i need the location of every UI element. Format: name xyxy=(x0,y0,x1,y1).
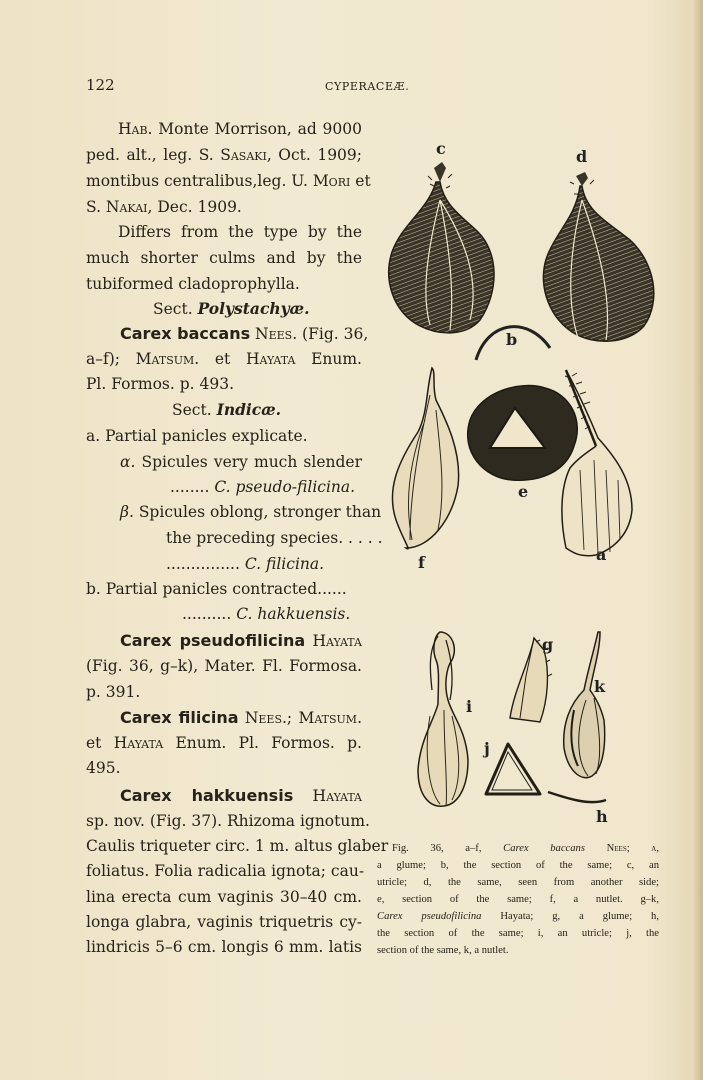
figure-caption-line: the section of the same; i, an utricle; j, the xyxy=(377,928,659,939)
key-line: b. Partial panicles contracted...... xyxy=(86,580,347,598)
label-j: j xyxy=(484,739,490,758)
utricle-section-e xyxy=(468,386,578,481)
text-line: Hab. Monte Morrison, ad 9000 xyxy=(118,120,362,138)
text-line: sp. nov. (Fig. 37). Rhizoma ignotum. xyxy=(86,812,370,830)
text-line: S. Nakai, Dec. 1909. xyxy=(86,198,242,216)
text-line: montibus centralibus,leg. U. Mori et xyxy=(86,172,371,190)
key-line: .......... C. hakkuensis. xyxy=(182,605,351,623)
label-g: g xyxy=(542,635,554,654)
species-heading: Carex hakkuensis Hayata xyxy=(120,786,362,805)
label-d: d xyxy=(576,147,588,166)
utricle-i xyxy=(418,632,468,806)
figure-caption-line: a glume; b, the section of the same; c, an xyxy=(377,860,659,871)
key-line: ........ C. pseudo-filicina. xyxy=(170,478,356,496)
key-line: ............... C. filicina. xyxy=(166,555,325,573)
text-line: lindricis 5–6 cm. longis 6 mm. latis xyxy=(86,938,362,956)
species-heading: Carex filicina Nees.; Matsum. xyxy=(120,708,362,727)
species-heading: Carex baccans Nees. (Fig. 36, xyxy=(120,324,369,343)
section-heading: Sect. Polystachyæ. xyxy=(153,299,310,318)
text-line: et Hayata Enum. Pl. Formos. p. xyxy=(86,734,362,752)
label-i: i xyxy=(466,697,473,716)
nutlet-f xyxy=(392,368,458,549)
utricle-d xyxy=(543,172,653,341)
figure-caption-line: e, section of the same; f, a nutlet. g–k, xyxy=(377,894,659,905)
text-line: Pl. Formos. p. 493. xyxy=(86,375,235,393)
text-line: (Fig. 36, g–k), Mater. Fl. Formosa. xyxy=(86,657,362,675)
page-number: 122 xyxy=(86,76,115,94)
text-line: much shorter culms and by the xyxy=(86,249,362,267)
text-line: Differs from the type by the xyxy=(118,223,362,241)
nutlet-k xyxy=(564,632,605,778)
label-f: f xyxy=(418,553,425,572)
text-line: longa glabra, vaginis triquetris cy- xyxy=(86,913,362,931)
label-h: h xyxy=(596,807,608,826)
figure-caption-line: Carex pseudofilicina Hayata; g, a glume; h, xyxy=(377,911,660,922)
text-line: foliatus. Folia radicalia ignota; cau- xyxy=(86,862,365,880)
text-line: a–f); Matsum. et Hayata Enum. xyxy=(86,350,362,368)
figure-caption-line: Fig. 36, a–f, Carex baccans Nees; a, xyxy=(392,843,660,854)
label-a: a xyxy=(596,545,607,564)
figure-caption-line: section of the same, k, a nutlet. xyxy=(377,945,509,956)
text-line: Caulis triqueter circ. 1 m. altus glaber xyxy=(86,837,389,855)
species-heading: Carex pseudofilicina Hayata xyxy=(120,631,362,650)
figure-caption-line: utricle; d, the same, seen from another side; xyxy=(377,877,659,888)
utricle-c xyxy=(389,162,494,333)
label-k: k xyxy=(594,677,606,696)
label-b: b xyxy=(506,330,518,349)
text-line: tubiformed cladoprophylla. xyxy=(86,275,300,293)
glume-a xyxy=(562,370,632,556)
key-line: β. Spicules oblong, stronger than xyxy=(120,503,382,521)
text-line: p. 391. xyxy=(86,683,141,701)
utricle-section-j xyxy=(486,744,540,794)
key-line: a. Partial panicles explicate. xyxy=(86,427,308,445)
key-line: α. Spicules very much slender xyxy=(120,453,362,471)
text-line: ped. alt., leg. S. Sasaki, Oct. 1909; xyxy=(86,146,362,164)
text-line: 495. xyxy=(86,759,121,777)
key-line: the preceding species. . . . . xyxy=(166,529,383,547)
running-head: CYPERACEÆ. xyxy=(325,80,410,93)
label-e: e xyxy=(518,482,529,501)
text-line: lina erecta cum vaginis 30–40 cm. xyxy=(86,888,362,906)
section-heading: Sect. Indicæ. xyxy=(172,400,282,419)
glume-section-h xyxy=(548,792,606,802)
label-c: c xyxy=(436,139,446,158)
